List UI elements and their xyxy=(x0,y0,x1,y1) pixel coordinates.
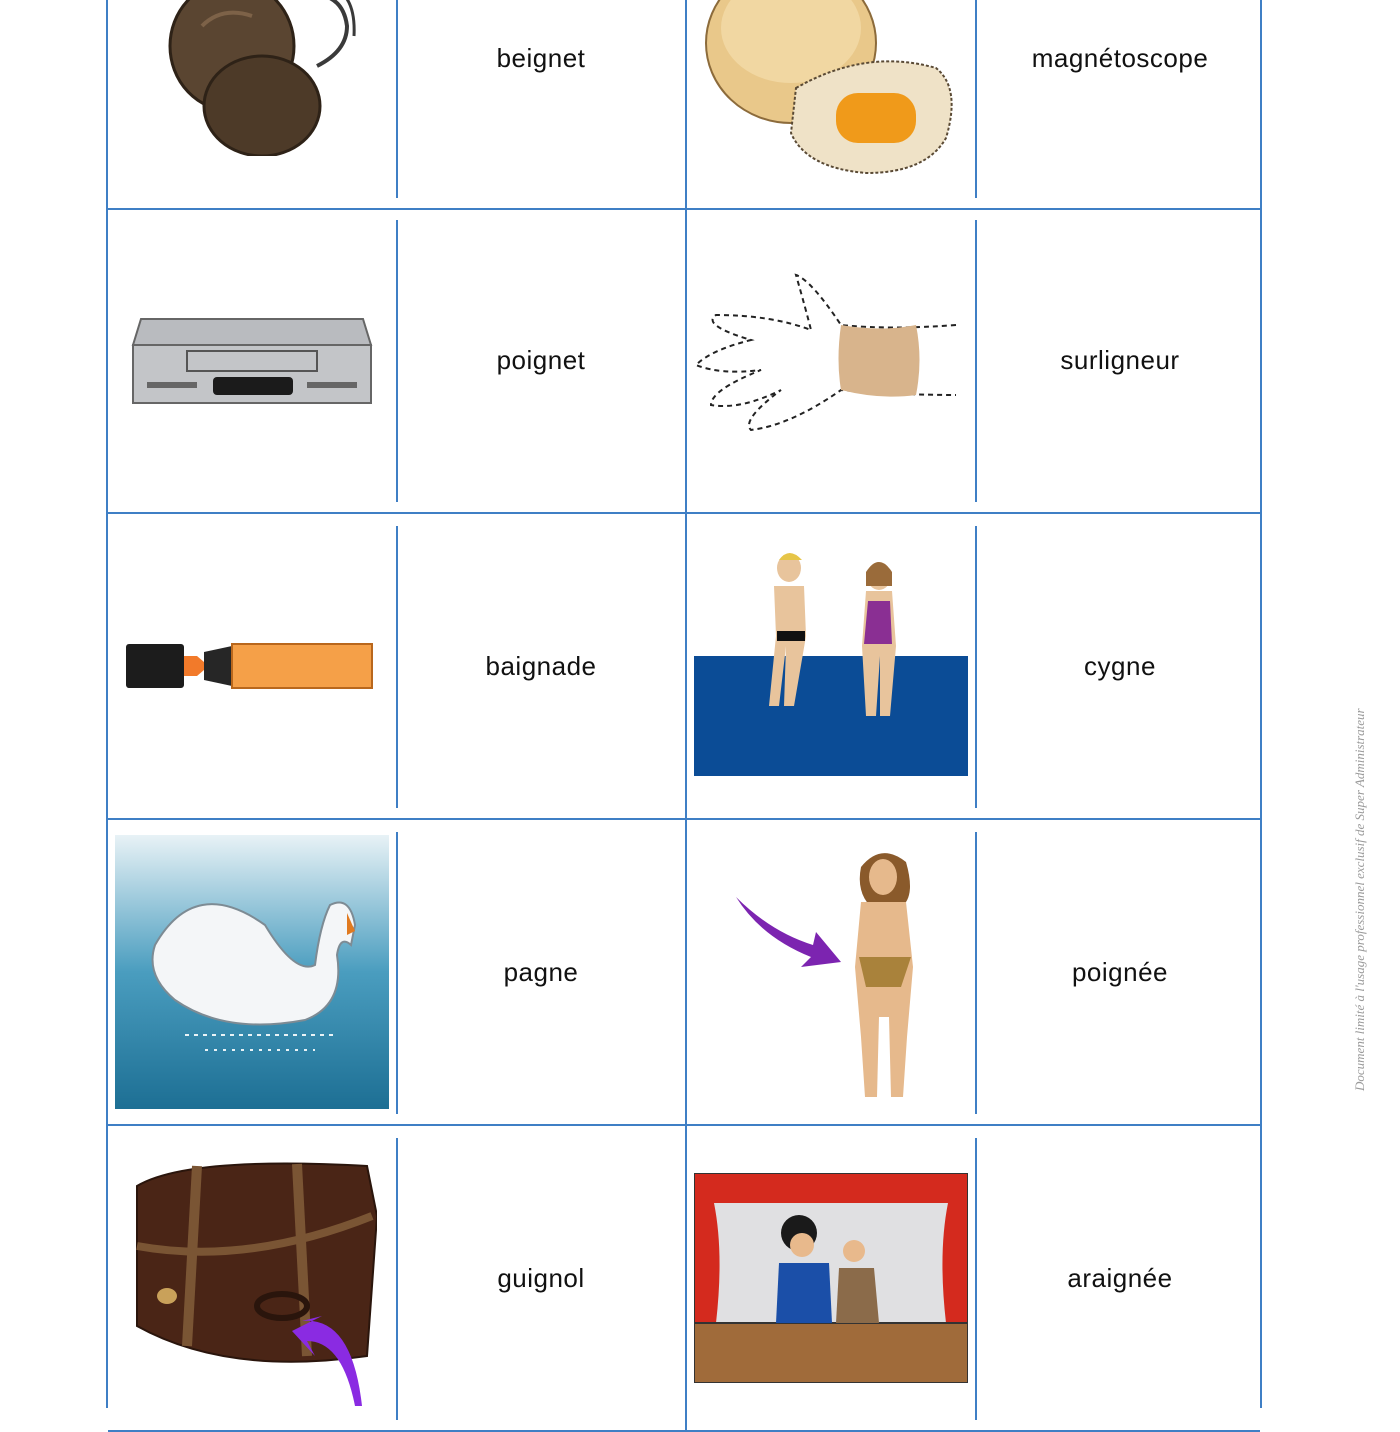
card-word: araignée xyxy=(1067,1262,1173,1293)
suitcase-handle-icon xyxy=(108,1126,396,1430)
word-card xyxy=(685,208,1262,512)
word-card xyxy=(685,514,1262,818)
donut-icon xyxy=(687,0,975,208)
card-row xyxy=(108,514,1260,820)
word-card xyxy=(685,1126,1262,1430)
card-word: surligneur xyxy=(1060,344,1180,375)
word-card xyxy=(685,820,1262,1124)
card-row xyxy=(108,208,1260,514)
card-row xyxy=(108,820,1260,1126)
word-card xyxy=(108,1126,685,1430)
card-word: guignol xyxy=(497,1262,585,1293)
card-word: beignet xyxy=(496,42,586,73)
card-row xyxy=(108,1126,1260,1432)
highlighter-icon xyxy=(108,514,396,818)
castanets-icon xyxy=(108,0,396,208)
swan-icon xyxy=(108,820,396,1124)
card-word: magnétoscope xyxy=(1031,42,1209,73)
word-card xyxy=(108,820,685,1124)
word-card-grid xyxy=(106,0,1262,1408)
card-word: poignée xyxy=(1071,956,1169,987)
usage-watermark: Document limité à l'usage professionnel exclusif de Super Administrateur xyxy=(1352,708,1367,1092)
card-row xyxy=(108,0,1260,210)
card-word: cygne xyxy=(1084,650,1156,681)
loincloth-man-icon xyxy=(687,820,975,1124)
card-word: poignet xyxy=(496,344,586,375)
card-word: baignade xyxy=(485,650,597,681)
wrist-hand-icon xyxy=(687,208,975,512)
word-card xyxy=(108,0,685,208)
word-card xyxy=(685,0,1262,208)
swimmers-icon xyxy=(687,514,975,818)
word-card xyxy=(108,514,685,818)
word-card xyxy=(108,208,685,512)
card-word: pagne xyxy=(503,956,579,987)
vcr-icon xyxy=(108,208,396,512)
puppet-theater-icon xyxy=(687,1126,975,1430)
